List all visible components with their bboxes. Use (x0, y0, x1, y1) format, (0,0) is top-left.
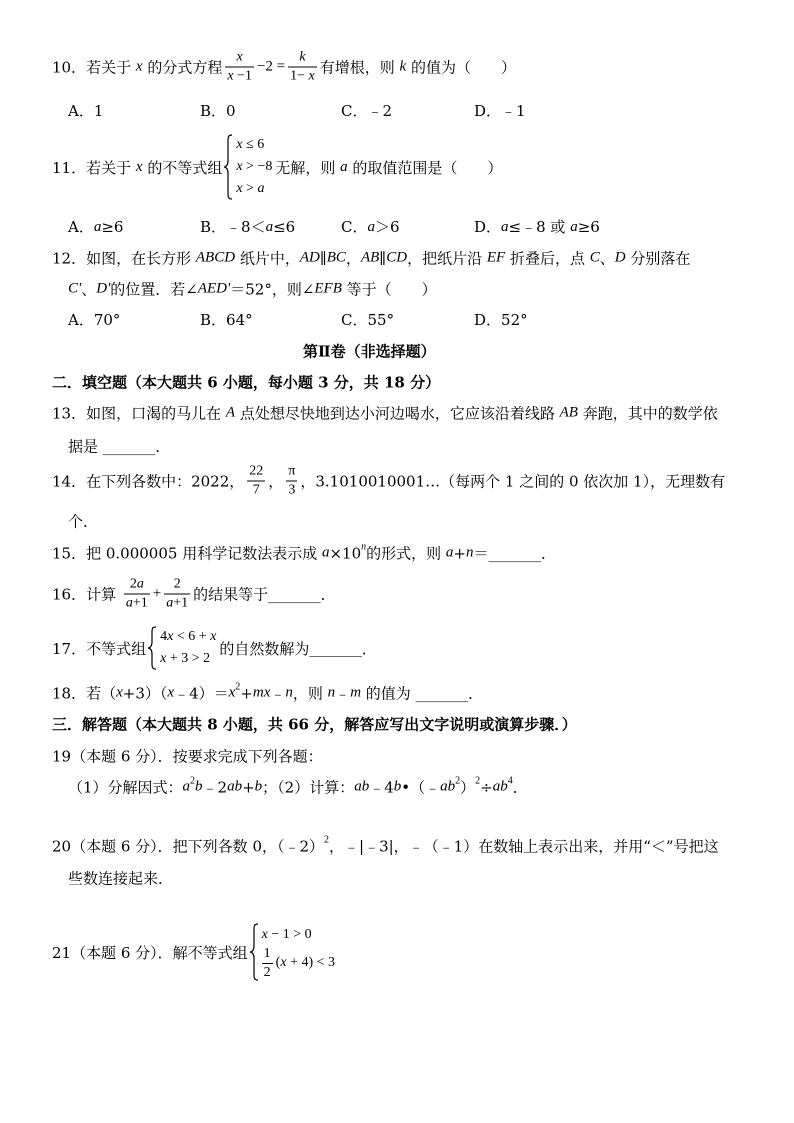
part-2-heading-text: 二．填空题（本大题共 6 小题，每小题 3 分，共 18 分） (52, 373, 441, 392)
q18-number: 18． (52, 684, 87, 703)
q18-variable: n (327, 684, 336, 701)
q19-exponent: 4 (507, 775, 513, 787)
q10-text: 的值为（ ） (406, 58, 516, 77)
q12-text: 等于（ ） (341, 280, 437, 299)
q13-text: 点处想尽快地到达小河边喝水，它应该沿着线路 (235, 404, 560, 423)
denominator-variable: a (166, 595, 174, 611)
q14-fraction-22-7 (247, 464, 265, 499)
q18-variable: x (167, 684, 175, 701)
system-rows (262, 924, 335, 981)
q11-line (52, 134, 502, 200)
system-rows (160, 626, 216, 670)
q18-exponent: 2 (235, 681, 241, 693)
q20-text: 把下列各数 0，（﹣2） (172, 837, 325, 856)
q14-text: 个． (68, 512, 99, 531)
numerator-variable: a (136, 576, 144, 592)
system-row (262, 924, 335, 946)
numerator-value: 22 (249, 463, 264, 479)
q10-fraction-right (288, 50, 317, 85)
q18-variable: x (228, 684, 236, 701)
option-text: ＞6 (374, 218, 400, 236)
row-variable: a (257, 181, 265, 196)
q19-exponent: 2 (190, 775, 196, 787)
q18-variable: x (116, 684, 123, 701)
q13-text: 如图，口渴的马儿在 (86, 404, 226, 423)
numerator-variable: k (299, 49, 306, 65)
left-brace-icon (224, 134, 233, 200)
q12-text: 、 (599, 249, 615, 268)
q12-line-1 (52, 248, 690, 269)
q19-text: ÷ (480, 778, 493, 796)
option-text: ≤6 (273, 218, 296, 236)
q10-operator: −2 = (256, 58, 286, 75)
option-label: D． (474, 218, 502, 236)
system-row (236, 178, 272, 200)
fraction-denominator (164, 594, 190, 612)
row-relation: < 6 + (173, 629, 211, 644)
q15-text: ． (541, 544, 557, 563)
q18-text: ，则 (292, 684, 328, 703)
q11-option-b (200, 216, 295, 238)
option-text: ﹣8＜ (226, 218, 266, 236)
q18-variable: m (350, 684, 362, 701)
q20-line-2 (68, 868, 173, 889)
system-row (262, 946, 335, 981)
q12-option-a: A．70° (68, 311, 121, 329)
option-label: C． (341, 218, 368, 236)
q15-number: 15． (52, 544, 87, 563)
fraction-numerator (164, 577, 190, 594)
fraction-denominator (124, 594, 150, 612)
answer-blank: _______ (415, 684, 469, 702)
q12-label: AB (360, 249, 380, 266)
q19-text: ． (512, 778, 528, 797)
q18-text: ﹣4）＝ (174, 684, 229, 703)
q15-text: ＝ (473, 544, 489, 563)
part-2-heading (52, 372, 440, 393)
row-relation: > (242, 181, 258, 196)
q12-label: AD (299, 249, 320, 266)
q14-fraction-pi-3 (286, 464, 297, 499)
q20-heading: 20（本题 6 分）． (52, 837, 173, 856)
option-variable: a (501, 219, 509, 235)
q11-option-d (474, 216, 600, 238)
q12-line-2 (68, 279, 437, 300)
q18-text: ﹣ (335, 684, 351, 703)
q15-line (52, 543, 556, 564)
q12-label: EF (486, 249, 506, 266)
q13-line-1 (52, 403, 718, 424)
q17-number: 17． (52, 639, 87, 658)
q10-text: 有增根，则 (319, 58, 400, 77)
q17-inequality-system (148, 626, 216, 670)
q19-text: ） (460, 778, 476, 797)
denominator-rest: −1 (233, 68, 252, 84)
q12-text: ，把纸片沿 (407, 249, 487, 268)
denominator-rest: +1 (173, 595, 189, 611)
q14-number: 14． (52, 472, 87, 491)
q19-variable: b (254, 778, 263, 795)
option-variable: a (570, 219, 578, 235)
q10-variable: x (135, 58, 143, 75)
option-variable: a (93, 219, 102, 235)
q18-variable: n (285, 684, 293, 701)
left-brace-icon (148, 626, 157, 670)
numerator-value: 2 (173, 576, 181, 592)
q19-heading: 19（本题 6 分）．按要求完成下列各题： (52, 747, 323, 766)
q10-number: 10． (52, 58, 87, 77)
q21-line (52, 923, 338, 981)
row-variable: x (236, 181, 243, 196)
q15-exponent: n (361, 541, 367, 553)
q21-fraction-half (262, 946, 273, 981)
q15-text: + (453, 544, 466, 562)
q10-variable: k (399, 58, 407, 75)
q12-label: AED' (197, 280, 231, 297)
system-row (160, 626, 216, 648)
q19-variable: ab (227, 778, 243, 795)
row-relation: > −8 (242, 159, 273, 174)
fraction-denominator (225, 67, 254, 85)
option-text: ≤﹣8 或 (508, 218, 571, 236)
numerator-variable: x (236, 49, 243, 65)
q13-number: 13． (52, 404, 87, 423)
q13-label: AB (559, 404, 578, 421)
q14-text: ， (268, 472, 284, 491)
q10-option-a: A．1 (68, 102, 104, 120)
q11-options (0, 216, 794, 238)
q12-text: 纸片中， (235, 249, 300, 268)
fraction-denominator (288, 67, 317, 85)
numerator-value: π (288, 463, 296, 479)
q19-exponent: 2 (475, 775, 481, 787)
row-relation: + 4) < 3 (286, 955, 336, 970)
q11-option-c (341, 216, 400, 238)
row-relation: ≤ 6 (242, 137, 265, 152)
q12-label: C' (68, 280, 82, 297)
q12-label: D' (96, 280, 111, 297)
q15-variable: n (466, 544, 474, 561)
fraction-numerator (225, 50, 254, 67)
q18-line (52, 683, 483, 704)
q12-text: 的位置．若∠ (110, 280, 198, 299)
q15-text: 的形式，则 (366, 544, 446, 563)
q12-label: ABCD (195, 249, 236, 266)
option-label: B． (200, 218, 227, 236)
q14-line-1 (52, 464, 725, 499)
fraction-denominator (262, 963, 273, 981)
denominator-variable: a (125, 595, 133, 611)
row-variable: x (280, 955, 287, 970)
row-variable: x (160, 651, 167, 666)
q12-label: EFB (314, 280, 342, 297)
q16-fraction-2 (164, 577, 190, 612)
q21-inequality-system (250, 923, 335, 981)
denominator-value: 2 (263, 964, 271, 980)
q11-variable: a (340, 158, 348, 175)
denominator-variable: x (308, 68, 315, 84)
option-variable: a (265, 219, 274, 235)
denominator-value: 7 (252, 482, 260, 498)
q20-exponent: 2 (324, 834, 330, 846)
option-text: ≥6 (577, 218, 600, 236)
row-variable: x (236, 159, 243, 174)
q12-option-b: B．64° (200, 311, 253, 329)
left-brace-icon (250, 923, 259, 981)
q13-line-2 (68, 436, 170, 457)
row-relation: − 1 > 0 (267, 926, 312, 942)
q13-text: ． (155, 437, 171, 456)
option-text: ≥6 (101, 218, 124, 236)
q14-text: ，3.1010010001…（每两个 1 之间的 0 依次加 1），无理数有 (300, 472, 726, 491)
system-row (236, 156, 272, 178)
numerator-coefficient: 2 (129, 576, 137, 592)
q12-label: CD (386, 249, 408, 266)
q12-text: 分别落在 (625, 249, 691, 268)
q19-variable: a (182, 778, 191, 795)
q17-text: 的自然数解为 (219, 639, 310, 658)
q10-line (52, 50, 516, 85)
q16-text: 的结果等于 (193, 585, 269, 604)
q12-text: 如图，在长方形 (86, 249, 196, 268)
system-rows (236, 134, 272, 200)
q13-text: 奔跑，其中的数学依 (577, 404, 718, 423)
q12-text: ＝52°，则∠ (230, 280, 315, 299)
q20-text: 些数连接起来． (68, 869, 174, 888)
q10-text: 的分式方程 (142, 58, 223, 77)
q18-variable: mx (252, 684, 271, 701)
q19-variable: ab (440, 778, 456, 795)
q16-line (52, 577, 336, 612)
plus-operator: + (152, 585, 162, 602)
fraction-numerator (262, 946, 273, 963)
part-3-heading-text: 三．解答题（本大题共 8 小题，共 66 分，解答应写出文字说明或演算步骤．） (52, 715, 577, 734)
fraction-numerator (288, 50, 317, 67)
option-label: A． (68, 218, 94, 236)
q10-option-d: D．﹣1 (474, 102, 526, 120)
fraction-numerator (286, 464, 297, 481)
q13-label: A (225, 404, 236, 421)
q15-text: 把 0.000005 用科学记数法表示成 (86, 544, 322, 563)
q17-text: ． (361, 639, 377, 658)
q19-text: ﹣2 (202, 778, 228, 797)
q18-text: ． (468, 684, 484, 703)
q12-text: ， (345, 249, 361, 268)
q16-number: 16． (52, 585, 87, 604)
q19-text: （1）分解因式： (68, 778, 183, 797)
q18-text: 若（ (86, 684, 117, 703)
q11-text: 无解，则 (275, 158, 341, 177)
volume-2-title (303, 341, 436, 362)
q16-text: ． (320, 585, 336, 604)
q12-label: C (589, 249, 600, 266)
answer-blank: _______ (309, 639, 362, 657)
row-variable: x (210, 629, 217, 644)
q16-fraction-1 (124, 577, 150, 612)
q11-option-a (68, 216, 123, 238)
fraction-numerator (124, 577, 150, 594)
option-variable: a (367, 219, 375, 235)
q19-variable: b (393, 778, 402, 795)
q21-heading: 21（本题 6 分）．解不等式组 (52, 943, 248, 962)
numerator-value: 1 (263, 945, 271, 961)
q11-inequality-system (224, 134, 272, 200)
row-coefficient: 4 (160, 629, 168, 644)
q10-option-b: B．0 (200, 102, 236, 120)
q19-exponent: 2 (455, 775, 461, 787)
q19-variable: ab (492, 778, 508, 795)
row-variable: x (167, 629, 174, 644)
q16-text: 计算 (86, 585, 121, 604)
q12-option-d: D．52° (474, 311, 528, 329)
system-row (160, 648, 216, 670)
part-3-heading (52, 714, 577, 735)
q19-text: + (242, 778, 255, 796)
volume-2-title-text: 第Ⅱ卷（非选择题） (303, 342, 436, 361)
q19-variable: b (195, 778, 203, 795)
row-variable: x (261, 926, 268, 942)
answer-blank: _______ (268, 585, 321, 603)
q12-number: 12． (52, 249, 87, 268)
denominator-rest: +1 (132, 595, 148, 611)
q13-text: 据是 (68, 437, 103, 456)
q15-variable: a (445, 544, 454, 561)
denominator-variable: x (227, 68, 234, 84)
row-text: ( (275, 955, 281, 970)
fraction-denominator (286, 481, 297, 499)
q17-text: 不等式组 (86, 639, 147, 658)
q14-text: 在下列各数中：2022， (86, 472, 245, 491)
q18-text: ﹣ (270, 684, 286, 703)
q12-text: 折叠后，点 (505, 249, 590, 268)
q17-line (52, 626, 377, 670)
q10-option-c: C．﹣2 (341, 102, 393, 120)
system-row (236, 134, 272, 156)
q11-text: 若关于 (86, 158, 136, 177)
q19-text: ；（2）计算： (262, 778, 355, 797)
q18-text: +3）（ (122, 684, 168, 703)
answer-blank: _______ (102, 437, 156, 455)
q18-text: + (240, 684, 253, 702)
q20-line-1 (52, 836, 719, 857)
q10-text: 若关于 (86, 58, 136, 77)
q19-line-2 (68, 777, 528, 798)
q11-text: 的取值范围是（ ） (347, 158, 503, 177)
q19-text: ﹣4 (369, 778, 394, 797)
q14-line-2 (68, 511, 98, 532)
row-relation: + 3 > 2 (166, 651, 211, 666)
q15-text: ×10 (329, 544, 362, 562)
fraction-denominator (247, 481, 265, 499)
q11-number: 11． (52, 158, 87, 177)
q10-options (0, 100, 794, 122)
parallel-symbol: ∥ (379, 249, 387, 267)
q12-label: D (614, 249, 626, 266)
q19-line-1 (52, 746, 323, 767)
fraction-numerator (247, 464, 265, 481)
q10-fraction-left (225, 50, 254, 85)
q20-text: ，﹣|﹣3|，﹣（﹣1）在数轴上表示出来，并用“＜”号把这 (329, 837, 719, 856)
q15-variable: a (321, 544, 330, 561)
q19-variable: ab (354, 778, 370, 795)
q12-text: 、 (81, 280, 97, 299)
q12-options (0, 309, 794, 331)
parallel-symbol: ∥ (319, 249, 327, 267)
q11-text: 的不等式组 (142, 158, 223, 177)
denominator-value: 3 (288, 482, 296, 498)
q12-label: BC (326, 249, 346, 266)
row-variable: x (236, 137, 243, 152)
q18-text: 的值为 (361, 684, 416, 703)
q19-text: •（﹣ (401, 778, 441, 797)
q11-variable: x (135, 158, 143, 175)
denominator-rest: 1− (290, 68, 309, 84)
q12-option-c: C．55° (341, 311, 395, 329)
answer-blank: _______ (488, 544, 542, 562)
